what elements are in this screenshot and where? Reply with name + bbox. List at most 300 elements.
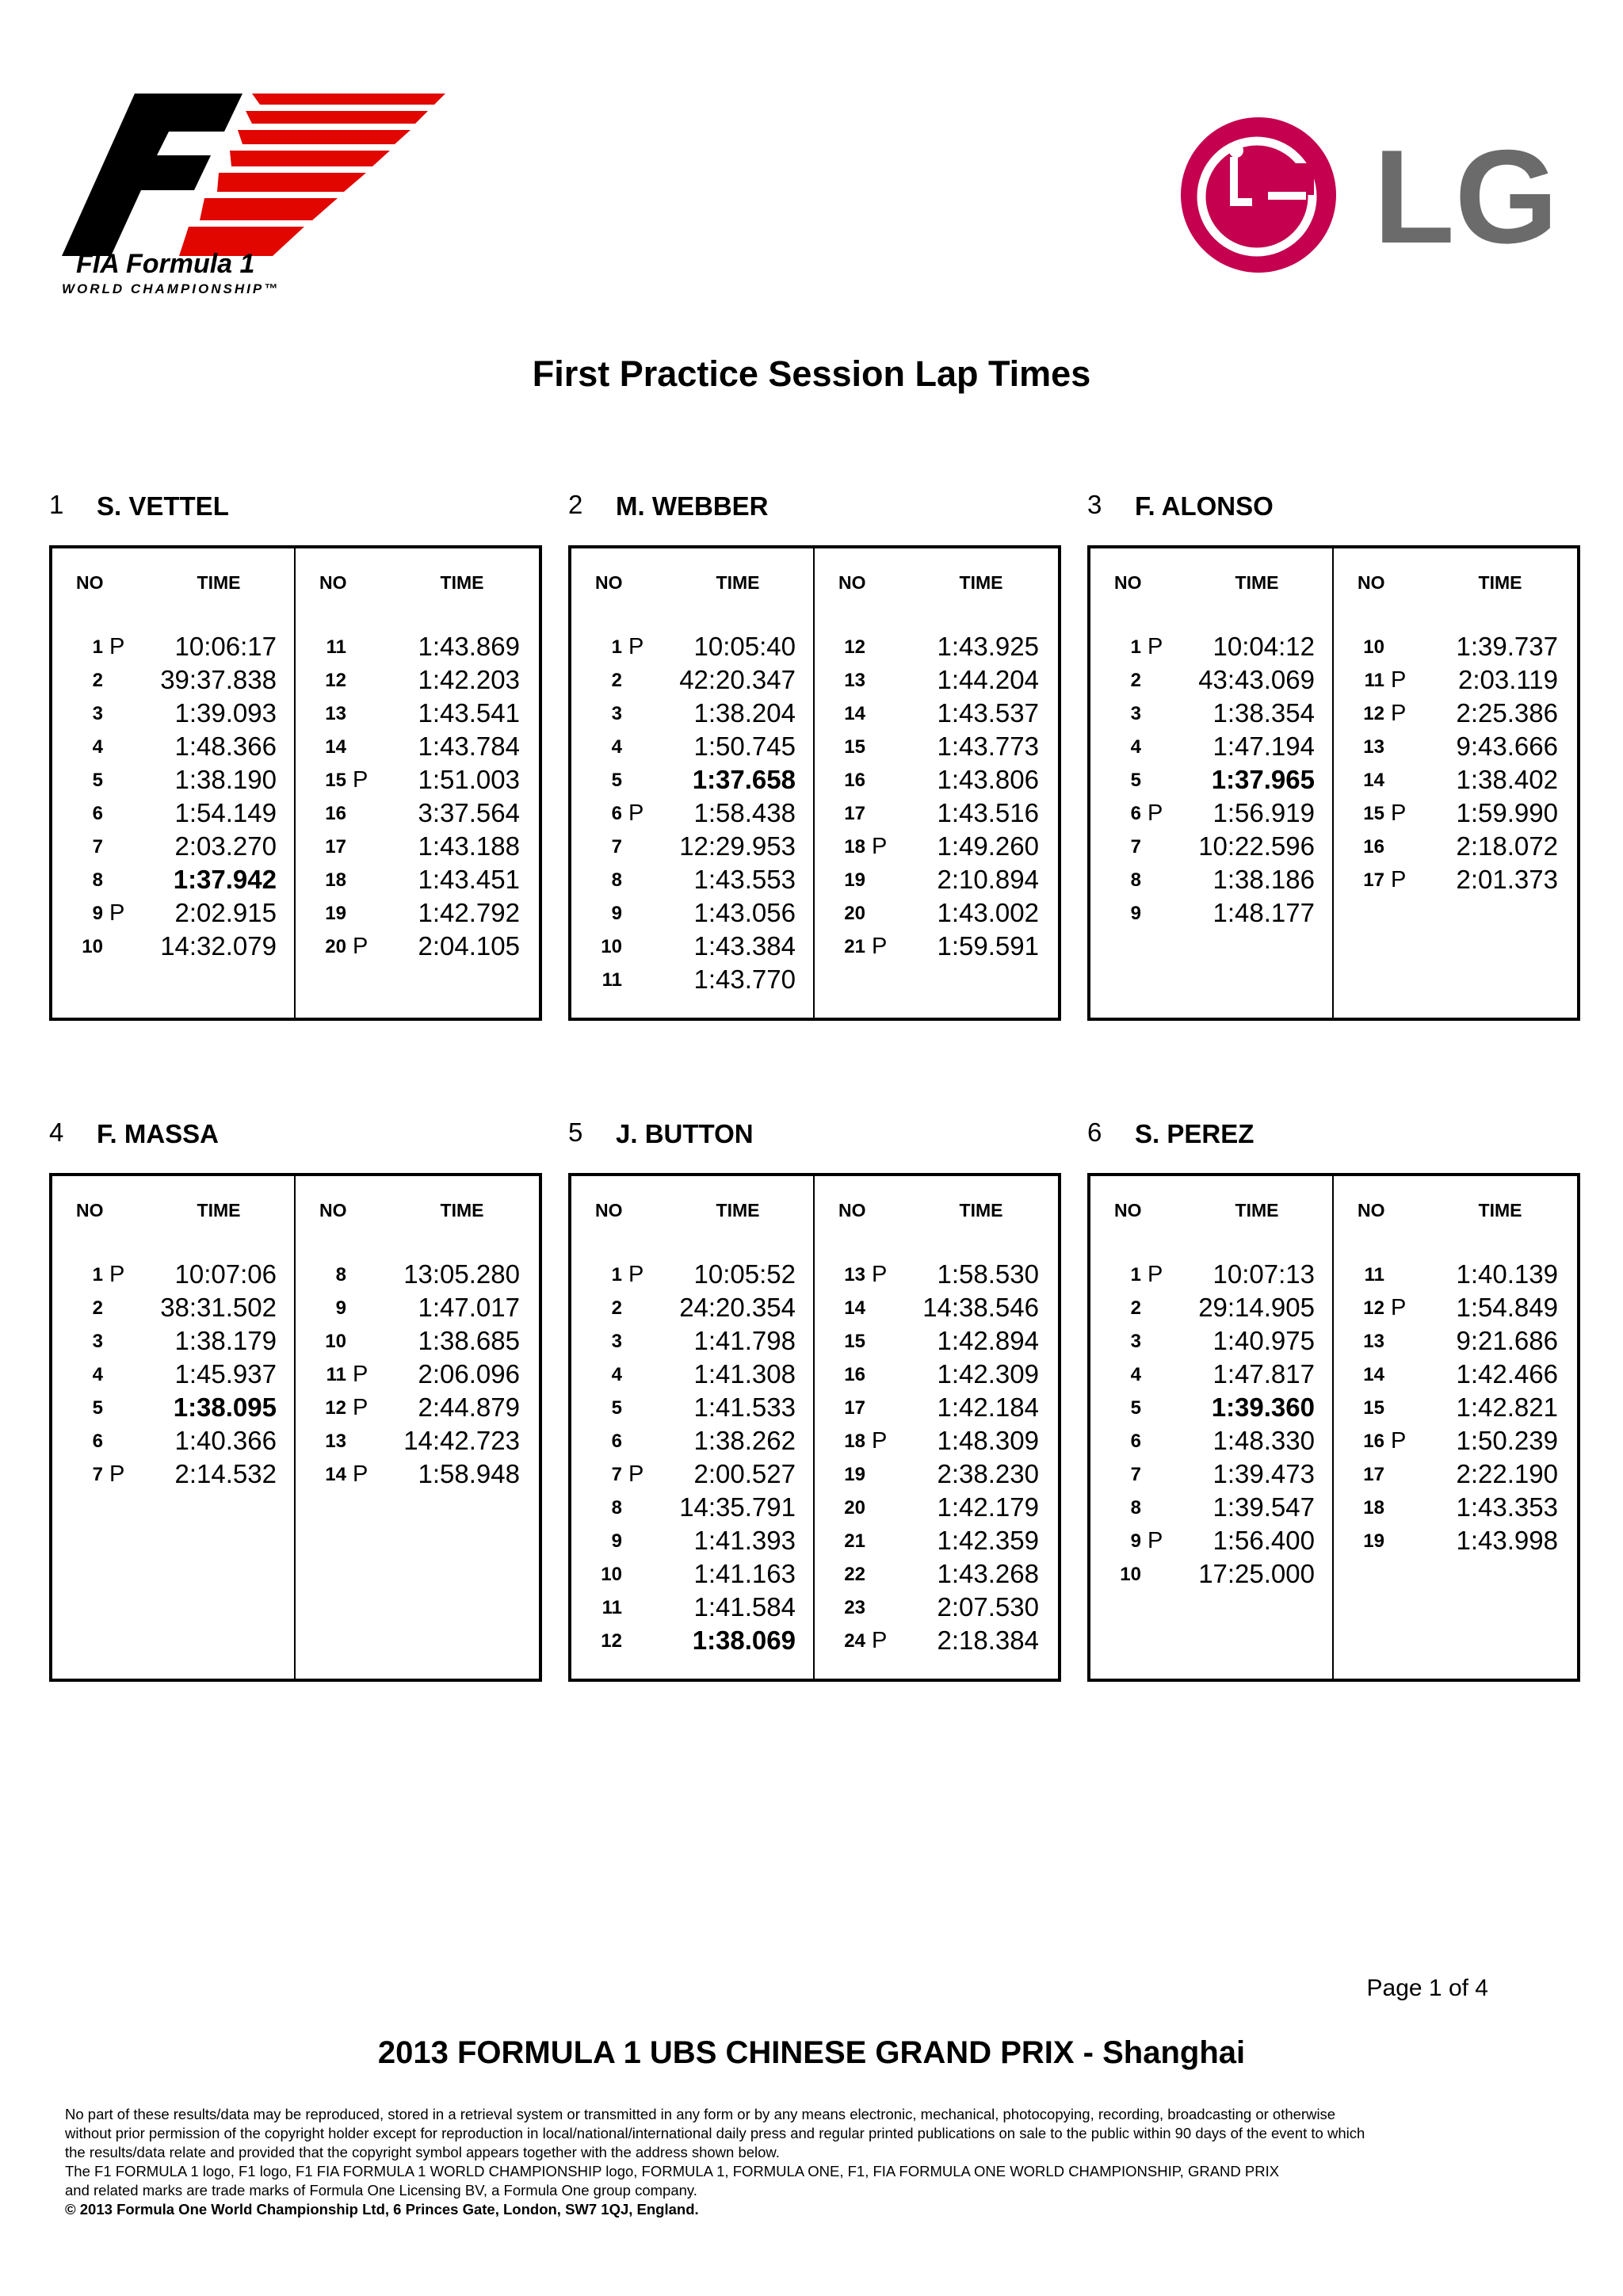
best-lap-time: 1:39.360 (1211, 1392, 1315, 1422)
lap-number: 15 (325, 770, 346, 791)
driver-name: S. PEREZ (1135, 1119, 1254, 1148)
lap-rows (1334, 631, 1575, 897)
lap-time: 1:43.451 (418, 865, 520, 894)
lap-row (1090, 1425, 1332, 1458)
pit-flag: P (1148, 634, 1163, 659)
lap-time: 1:38.204 (693, 698, 796, 728)
lap-time: 2:04.105 (418, 931, 520, 961)
lap-row (1090, 1558, 1332, 1591)
lap-rows (296, 1259, 537, 1492)
lap-number: 6 (611, 803, 622, 824)
lap-number: 6 (611, 1431, 622, 1452)
header-time: TIME (440, 572, 484, 593)
pit-flag: P (872, 1428, 888, 1454)
lap-rows (52, 1259, 294, 1492)
lap-time: 2:22.190 (1456, 1459, 1558, 1488)
event-title: 2013 FORMULA 1 UBS CHINESE GRAND PRIX - Shanghai (377, 2035, 1246, 2070)
lap-number: 1 (92, 1264, 103, 1286)
lap-number: 18 (325, 869, 346, 891)
lap-time: 39:37.838 (160, 665, 277, 694)
lap-time: 10:04:12 (1212, 632, 1315, 661)
lap-time: 1:43.188 (418, 831, 520, 861)
header-time: TIME (959, 1200, 1003, 1221)
lap-number: 5 (1130, 1397, 1141, 1419)
lap-time: 9:21.686 (1456, 1326, 1558, 1355)
header-time: TIME (197, 1200, 241, 1221)
pit-flag: P (872, 834, 888, 859)
best-lap-time: 1:37.658 (692, 765, 796, 794)
lap-time: 1:40.366 (174, 1426, 277, 1455)
lap-number: 6 (1130, 803, 1141, 824)
lap-number: 14 (325, 736, 346, 758)
driver-block (1087, 490, 1577, 1022)
legal-line: without prior permission of the copyright holder except for reproduction in local/national/international daily press and regular printed publications on sale to the public within 90 days of the event to which (65, 2125, 1365, 2141)
lap-time: 1:43.773 (937, 732, 1039, 761)
lap-row (571, 1292, 813, 1325)
lap-row (815, 1425, 1056, 1458)
copyright-line: © 2013 Formula One World Championship Ltd, 6 Princes Gate, London, SW7 1QJ, England. (65, 2201, 699, 2218)
lap-row (1334, 731, 1575, 764)
lap-rows (1090, 1259, 1332, 1591)
lap-number: 13 (844, 1264, 865, 1286)
lap-row (571, 897, 813, 930)
lap-time: 1:58.530 (937, 1259, 1039, 1289)
lap-number: 14 (325, 1464, 346, 1485)
lap-number: 9 (1130, 1530, 1141, 1552)
lap-rows (1334, 1259, 1575, 1558)
lap-row (52, 1358, 294, 1392)
lap-number: 17 (325, 836, 346, 858)
lap-time: 2:01.373 (1456, 865, 1558, 894)
lap-number: 20 (844, 1497, 865, 1519)
lap-number: 22 (844, 1564, 865, 1585)
lap-row (571, 1492, 813, 1525)
lap-row (1090, 864, 1332, 897)
lap-row (1090, 797, 1332, 831)
lap-number: 20 (325, 936, 346, 957)
lap-row (1090, 631, 1332, 664)
header-no: NO (76, 1200, 104, 1221)
lap-time: 2:02.915 (174, 898, 277, 927)
lap-time: 10:06:17 (174, 632, 277, 661)
lap-number: 8 (611, 869, 622, 891)
lap-time: 1:47.817 (1212, 1359, 1315, 1389)
lap-row (52, 1292, 294, 1325)
lap-number: 9 (611, 903, 622, 924)
pit-flag: P (1148, 1528, 1163, 1553)
pit-flag: P (353, 1362, 369, 1387)
lap-time: 1:42.179 (937, 1492, 1039, 1522)
lap-row (1334, 1525, 1575, 1558)
legal-line: and related marks are trade marks of Formula One Licensing BV, a Formula One group company. (65, 2182, 697, 2199)
lap-times-table (49, 1173, 542, 1682)
lap-row (571, 697, 813, 731)
lap-time: 1:54.849 (1456, 1293, 1558, 1322)
lap-number: 5 (92, 770, 103, 791)
lap-time: 9:43.666 (1456, 732, 1558, 761)
lap-number: 12 (1363, 1297, 1384, 1319)
lap-row (1090, 831, 1332, 864)
lap-number: 15 (844, 736, 865, 758)
legal-line: the results/data relate and provided that the copyright symbol appears together with the address shown below. (65, 2144, 780, 2160)
lap-number: 2 (1130, 670, 1141, 691)
lap-time: 1:38.262 (693, 1426, 796, 1455)
lap-row (571, 1259, 813, 1292)
lap-number: 8 (1130, 1497, 1141, 1519)
lap-number: 3 (611, 703, 622, 724)
lap-number: 17 (844, 803, 865, 824)
lap-time: 1:41.798 (693, 1326, 796, 1355)
lap-row (52, 631, 294, 664)
lap-row (52, 864, 294, 897)
lap-number: 6 (1130, 1431, 1141, 1452)
lap-number: 2 (611, 1297, 622, 1319)
lap-row (52, 764, 294, 797)
lap-time: 2:14.532 (174, 1459, 277, 1488)
lap-row (296, 864, 537, 897)
lap-number: 2 (611, 670, 622, 691)
header-time: TIME (1478, 572, 1522, 593)
best-lap-time: 1:38.069 (692, 1626, 796, 1655)
pit-flag: P (353, 1395, 369, 1420)
legal-notice (65, 2105, 1571, 2219)
lap-number: 7 (92, 836, 103, 858)
lap-number: 11 (1364, 670, 1384, 691)
pit-flag: P (628, 800, 644, 826)
lap-number: 17 (1363, 869, 1384, 891)
lap-row (1334, 1259, 1575, 1292)
legal-line: No part of these results/data may be reproduced, stored in a retrieval system or transmitted in any form or by any means electronic, mechanical, photocopying, recording, broadcasting or otherwise (65, 2106, 1336, 2122)
lap-row (815, 930, 1056, 964)
lap-row (52, 1259, 294, 1292)
pit-flag: P (1391, 1295, 1407, 1320)
lap-time: 2:18.072 (1456, 831, 1558, 861)
lap-time: 14:38.546 (922, 1293, 1039, 1322)
lap-time: 1:51.003 (418, 765, 520, 794)
lap-number: 9 (92, 903, 103, 924)
lap-row (571, 964, 813, 997)
lap-time: 1:41.308 (693, 1359, 796, 1389)
pit-flag: P (353, 767, 369, 793)
lap-number: 7 (1130, 1464, 1141, 1485)
lap-number: 19 (1363, 1530, 1384, 1552)
lap-row (571, 1625, 813, 1658)
driver-block (49, 1117, 539, 1683)
lap-number: 1 (92, 636, 103, 658)
driver-header (568, 1117, 1058, 1157)
lap-number: 19 (844, 1464, 865, 1485)
lap-number: 11 (1364, 1264, 1384, 1286)
lap-number: 14 (1363, 1364, 1384, 1385)
lap-rows (571, 631, 813, 997)
header-no: NO (1358, 1200, 1385, 1221)
driver-block (49, 490, 539, 1022)
lap-row (1090, 1492, 1332, 1525)
lap-row (1090, 697, 1332, 731)
lap-row (52, 897, 294, 930)
lap-rows (296, 631, 537, 964)
header-no: NO (319, 572, 347, 593)
lap-time: 1:39.473 (1212, 1459, 1315, 1488)
lap-number: 13 (1363, 1331, 1384, 1352)
lap-row (815, 1458, 1056, 1492)
lap-time: 1:42.466 (1456, 1359, 1558, 1389)
lap-row (52, 1392, 294, 1425)
lap-row (1334, 764, 1575, 797)
lap-row (296, 664, 537, 697)
lap-row (571, 1392, 813, 1425)
lap-time: 1:45.937 (174, 1359, 277, 1389)
lap-number: 3 (1130, 1331, 1141, 1352)
lap-number: 9 (1130, 903, 1141, 924)
lap-row (815, 831, 1056, 864)
driver-position: 2 (568, 490, 583, 519)
lap-time: 14:32.079 (160, 931, 277, 961)
lap-time: 29:14.905 (1198, 1293, 1315, 1322)
lap-time: 1:42.184 (937, 1392, 1039, 1422)
lap-time: 1:43.541 (418, 698, 520, 728)
lap-time: 1:43.806 (937, 765, 1039, 794)
lap-row (571, 731, 813, 764)
lap-number: 15 (844, 1331, 865, 1352)
pit-flag: P (628, 634, 644, 659)
driver-name: S. VETTEL (97, 491, 229, 521)
lap-time: 3:37.564 (418, 798, 520, 827)
lap-time: 43:43.069 (1198, 665, 1315, 694)
lap-row (815, 1525, 1056, 1558)
lap-number: 21 (844, 1530, 865, 1552)
header-time: TIME (959, 572, 1003, 593)
lap-row (571, 930, 813, 964)
lap-time: 1:40.139 (1456, 1259, 1558, 1289)
lap-number: 15 (1363, 1397, 1384, 1419)
lap-time: 1:42.792 (418, 898, 520, 927)
pit-flag: P (628, 1461, 644, 1487)
lap-number: 6 (92, 1431, 103, 1452)
driver-header (1087, 1117, 1577, 1157)
lap-time: 1:44.204 (937, 665, 1039, 694)
header-no: NO (838, 572, 866, 593)
lap-row (1334, 797, 1575, 831)
lap-number: 16 (1363, 1431, 1384, 1452)
lap-row (815, 1492, 1056, 1525)
lap-time: 1:41.584 (693, 1592, 796, 1622)
lap-row (1090, 1458, 1332, 1492)
lap-time: 2:44.879 (418, 1392, 520, 1422)
lap-row (1334, 1358, 1575, 1392)
lap-row (1090, 1259, 1332, 1292)
lap-time: 1:42.894 (937, 1326, 1039, 1355)
lap-row (815, 1625, 1056, 1658)
pit-flag: P (353, 1461, 369, 1487)
lap-row (815, 1591, 1056, 1625)
lap-number: 11 (326, 636, 346, 658)
lap-row (296, 631, 537, 664)
lap-time: 10:07:06 (174, 1259, 277, 1289)
lap-number: 10 (1120, 1564, 1141, 1585)
lap-number: 2 (1130, 1297, 1141, 1319)
f1-logo-text: FIA Formula 1 (76, 249, 255, 279)
lap-row (1334, 831, 1575, 864)
lap-time: 1:43.537 (937, 698, 1039, 728)
lap-row (815, 1292, 1056, 1325)
driver-position: 5 (568, 1117, 583, 1147)
lap-number: 3 (92, 703, 103, 724)
lap-time: 1:42.203 (418, 665, 520, 694)
pit-flag: P (1391, 701, 1407, 726)
lap-number: 10 (82, 936, 103, 957)
lap-number: 20 (844, 903, 865, 924)
lap-row (296, 764, 537, 797)
lap-row (815, 697, 1056, 731)
lap-number: 12 (601, 1630, 622, 1652)
lap-time: 2:18.384 (937, 1626, 1039, 1655)
lap-row (52, 831, 294, 864)
lap-number: 4 (92, 1364, 103, 1385)
lap-time: 2:03.119 (1457, 665, 1558, 694)
lap-time: 1:38.354 (1212, 698, 1315, 728)
lap-number: 8 (335, 1264, 346, 1286)
lap-number: 5 (1130, 770, 1141, 791)
lap-row (571, 1458, 813, 1492)
pit-flag: P (1391, 867, 1407, 892)
lap-time: 1:59.990 (1456, 798, 1558, 827)
lap-row (296, 697, 537, 731)
lap-row (571, 831, 813, 864)
lap-row (1090, 1358, 1332, 1392)
driver-header (49, 490, 539, 529)
lap-time: 1:43.516 (937, 798, 1039, 827)
lap-number: 1 (1130, 1264, 1141, 1286)
lap-number: 12 (325, 1397, 346, 1419)
lap-row (296, 1358, 537, 1392)
lap-time: 1:43.553 (693, 865, 796, 894)
lap-row (1090, 1292, 1332, 1325)
lap-row (1334, 1425, 1575, 1458)
lap-number: 16 (1363, 836, 1384, 858)
lap-row (296, 1392, 537, 1425)
lap-number: 8 (611, 1497, 622, 1519)
lap-row (296, 930, 537, 964)
lap-times-table (1087, 545, 1580, 1021)
lap-time: 1:39.093 (174, 698, 277, 728)
driver-name: M. WEBBER (616, 491, 769, 521)
lap-time: 1:43.784 (418, 732, 520, 761)
lap-time: 17:25.000 (1198, 1559, 1315, 1588)
lap-number: 13 (844, 670, 865, 691)
lap-number: 11 (326, 1364, 346, 1385)
lap-row (571, 864, 813, 897)
pit-flag: P (109, 1262, 125, 1287)
lap-number: 10 (601, 936, 622, 957)
lap-time: 10:05:40 (693, 632, 796, 661)
lap-number: 1 (1130, 636, 1141, 658)
lap-row (571, 1325, 813, 1358)
lap-row (815, 1392, 1056, 1425)
lap-number: 18 (1363, 1497, 1384, 1519)
lap-row (296, 797, 537, 831)
lap-time: 2:25.386 (1456, 698, 1558, 728)
lap-number: 7 (1130, 836, 1141, 858)
lap-row (1334, 1325, 1575, 1358)
lap-row (52, 664, 294, 697)
lap-row (296, 731, 537, 764)
header-time: TIME (1235, 572, 1279, 593)
lap-time: 1:59.591 (937, 931, 1039, 961)
lap-row (1090, 1525, 1332, 1558)
lap-time: 2:07.530 (937, 1592, 1039, 1622)
header-time: TIME (716, 572, 760, 593)
driver-block (1087, 1117, 1577, 1683)
lap-time: 1:39.737 (1456, 632, 1558, 661)
lap-time: 1:43.869 (418, 632, 520, 661)
pit-flag: P (109, 1461, 125, 1487)
lap-row (815, 797, 1056, 831)
lap-time: 1:38.179 (174, 1326, 277, 1355)
lap-number: 2 (92, 670, 103, 691)
lap-time: 24:20.354 (679, 1293, 796, 1322)
pit-flag: P (109, 900, 125, 926)
header-no: NO (838, 1200, 866, 1221)
lap-row (296, 1292, 537, 1325)
lap-time: 1:43.925 (937, 632, 1039, 661)
lap-row (52, 731, 294, 764)
lap-number: 5 (92, 1397, 103, 1419)
lap-time: 1:41.163 (693, 1559, 796, 1588)
lap-number: 11 (601, 969, 622, 991)
legal-line: The F1 FORMULA 1 logo, F1 logo, F1 FIA FORMULA 1 WORLD CHAMPIONSHIP logo, FORMULA 1, FORMULA ONE, F1, FIA FORMULA ONE WORLD CHAMPIONSHIP, GRAND PRIX (65, 2163, 1280, 2179)
lap-time: 1:43.268 (937, 1559, 1039, 1588)
lap-time: 1:49.260 (937, 831, 1039, 861)
lap-rows (1090, 631, 1332, 930)
lap-time: 1:42.821 (1456, 1392, 1558, 1422)
lap-row (52, 697, 294, 731)
lap-number: 24 (844, 1630, 865, 1652)
lap-time: 2:38.230 (937, 1459, 1039, 1488)
lap-row (815, 1325, 1056, 1358)
lap-number: 3 (611, 1331, 622, 1352)
lap-time: 1:41.533 (693, 1392, 796, 1422)
lap-time: 1:48.309 (937, 1426, 1039, 1455)
lap-rows (52, 631, 294, 964)
lap-times-table (1087, 1173, 1580, 1682)
header-no: NO (76, 572, 104, 593)
lap-number: 16 (844, 1364, 865, 1385)
lap-time: 1:58.438 (693, 798, 796, 827)
lap-number: 19 (325, 903, 346, 924)
lap-time: 1:39.547 (1212, 1492, 1315, 1522)
header-time: TIME (1478, 1200, 1522, 1221)
lap-number: 4 (1130, 736, 1141, 758)
lap-number: 13 (325, 703, 346, 724)
lg-logo (1179, 116, 1552, 274)
lap-time: 1:40.975 (1212, 1326, 1315, 1355)
lap-number: 12 (325, 670, 346, 691)
lap-number: 7 (92, 1464, 103, 1485)
lap-number: 7 (611, 1464, 622, 1485)
lap-time: 1:43.353 (1456, 1492, 1558, 1522)
lap-number: 5 (611, 1397, 622, 1419)
lap-row (296, 1325, 537, 1358)
lap-rows (815, 631, 1056, 964)
lap-row (815, 731, 1056, 764)
lap-number: 12 (1363, 703, 1384, 724)
header-no: NO (1358, 572, 1385, 593)
driver-name: F. MASSA (97, 1119, 220, 1148)
lap-number: 4 (92, 736, 103, 758)
lap-rows (815, 1259, 1056, 1658)
lap-row (1334, 1292, 1575, 1325)
